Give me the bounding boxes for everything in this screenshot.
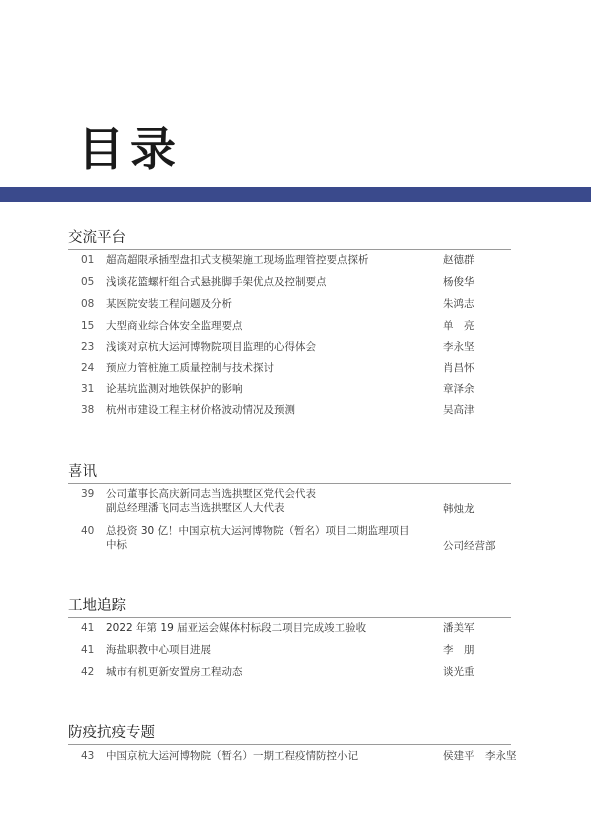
section-divider bbox=[68, 249, 511, 250]
article-author: 侯建平 李永坚 bbox=[443, 750, 517, 762]
section-divider bbox=[68, 483, 511, 484]
section-divider bbox=[68, 744, 511, 745]
page-number: 15 bbox=[81, 320, 95, 332]
page-number: 23 bbox=[81, 341, 95, 353]
page-number: 01 bbox=[81, 254, 95, 266]
section-heading: 交流平台 bbox=[68, 230, 126, 246]
article-author: 吴高津 bbox=[443, 404, 475, 416]
article-title bbox=[106, 340, 436, 354]
page-number: 24 bbox=[81, 362, 95, 374]
article-title bbox=[106, 275, 436, 289]
article-title bbox=[106, 297, 436, 311]
article-title-line: 某医院安装工程问题及分析 bbox=[106, 298, 232, 310]
article-title-line: 浅谈花篮螺杆组合式悬挑脚手架优点及控制要点 bbox=[106, 276, 327, 288]
article-title-line: 公司董事长高庆新同志当选拱墅区党代会代表 bbox=[106, 488, 316, 500]
article-title bbox=[106, 665, 436, 679]
page-number: 40 bbox=[81, 525, 95, 537]
article-title-line: 2022 年第 19 届亚运会媒体村标段二项目完成竣工验收 bbox=[106, 622, 367, 634]
page-number: 41 bbox=[81, 622, 95, 634]
page-number: 39 bbox=[81, 488, 95, 500]
title-band bbox=[0, 187, 591, 202]
article-author: 韩烛龙 bbox=[443, 503, 475, 515]
section-heading: 工地追踪 bbox=[68, 598, 126, 614]
article-author: 李永坚 bbox=[443, 341, 475, 353]
article-author: 公司经营部 bbox=[443, 540, 496, 552]
article-title bbox=[106, 319, 436, 333]
page-title: 目录 bbox=[78, 122, 182, 176]
article-author: 朱鸿志 bbox=[443, 298, 475, 310]
article-title bbox=[106, 487, 436, 515]
article-title-line: 大型商业综合体安全监理要点 bbox=[106, 320, 243, 332]
article-author: 潘美军 bbox=[443, 622, 475, 634]
page-number: 42 bbox=[81, 666, 95, 678]
page-number: 08 bbox=[81, 298, 95, 310]
article-title-line: 海盐职教中心项目进展 bbox=[106, 644, 211, 656]
article-title-line: 预应力管桩施工质量控制与技术探讨 bbox=[106, 362, 274, 374]
page-number: 38 bbox=[81, 404, 95, 416]
article-title-line: 副总经理潘飞同志当选拱墅区人大代表 bbox=[106, 502, 285, 514]
article-author: 杨俊华 bbox=[443, 276, 475, 288]
article-title-line: 杭州市建设工程主材价格波动情况及预测 bbox=[106, 404, 295, 416]
article-title bbox=[106, 643, 436, 657]
article-title-line: 超高超限承插型盘扣式支模架施工现场监理管控要点探析 bbox=[106, 254, 369, 266]
article-title-line: 城市有机更新安置房工程动态 bbox=[106, 666, 243, 678]
article-title-line: 论基坑监测对地铁保护的影响 bbox=[106, 383, 243, 395]
article-title-line: 中国京杭大运河博物院（暂名）一期工程疫情防控小记 bbox=[106, 750, 358, 762]
section-heading: 喜讯 bbox=[68, 464, 97, 480]
section-heading: 防疫抗疫专题 bbox=[68, 725, 155, 741]
article-author: 肖昌怀 bbox=[443, 362, 475, 374]
article-title bbox=[106, 253, 436, 267]
article-title bbox=[106, 382, 436, 396]
article-author: 赵德群 bbox=[443, 254, 475, 266]
page-number: 05 bbox=[81, 276, 95, 288]
section-divider bbox=[68, 617, 511, 618]
article-author: 谈光重 bbox=[443, 666, 475, 678]
article-title-line: 浅谈对京杭大运河博物院项目监理的心得体会 bbox=[106, 341, 316, 353]
article-title bbox=[106, 361, 436, 375]
article-author: 章泽余 bbox=[443, 383, 475, 395]
article-title-line: 中标 bbox=[106, 539, 127, 551]
page-number: 31 bbox=[81, 383, 95, 395]
article-title bbox=[106, 621, 436, 635]
article-title bbox=[106, 403, 436, 417]
article-title bbox=[106, 524, 436, 552]
article-title-line: 总投资 30 亿！中国京杭大运河博物院（暂名）项目二期监理项目 bbox=[106, 525, 410, 537]
article-author: 李 朋 bbox=[443, 644, 475, 656]
page-number: 41 bbox=[81, 644, 95, 656]
article-author: 单 亮 bbox=[443, 320, 475, 332]
page-number: 43 bbox=[81, 750, 95, 762]
article-title bbox=[106, 749, 436, 763]
